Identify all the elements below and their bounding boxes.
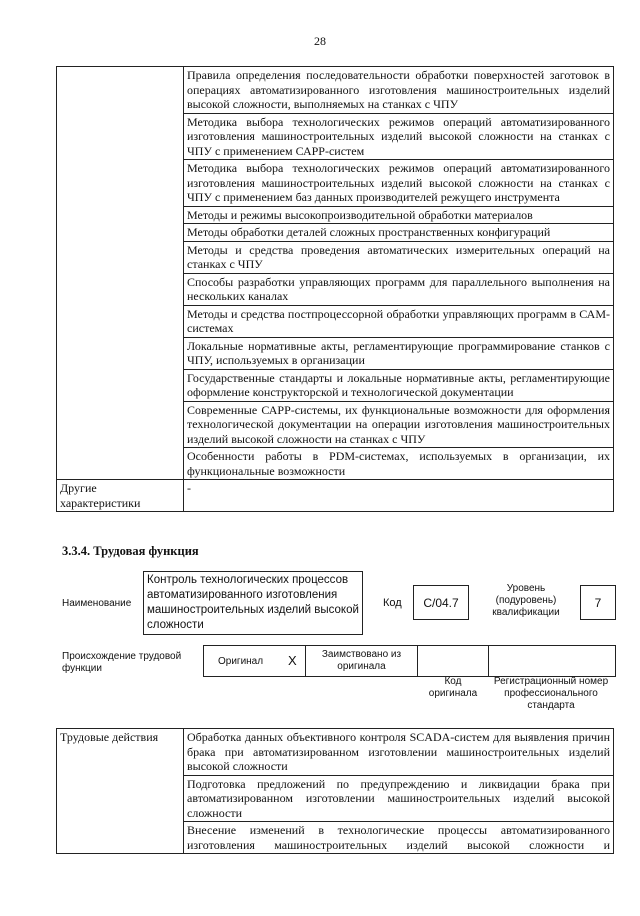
name-label: Наименование <box>62 598 132 609</box>
registration-caption: Регистрационный номер профессионального стандарта <box>493 676 609 711</box>
knowledge-item: Методы и средства постпроцессорной обработки управляющих программ в САМ-системах <box>184 305 614 337</box>
knowledge-item: Государственные стандарты и локальные нормативные акты, регламентирующие оформление конструкторской и технологической документации <box>184 369 614 401</box>
knowledge-item: Методы и режимы высокопроизводительной обработки материалов <box>184 206 614 224</box>
original-label: Оригинал <box>218 656 264 667</box>
knowledge-item: Методы обработки деталей сложных пространственных конфигураций <box>184 224 614 242</box>
name-box <box>143 571 363 635</box>
level-value: 7 <box>580 585 616 620</box>
original-box <box>203 645 306 677</box>
original-code-box <box>417 645 489 677</box>
knowledge-item: Локальные нормативные акты, регламентирующие программирование станков с ЧПУ, используемых в организации <box>184 337 614 369</box>
labor-actions-label: Трудовые действия <box>57 729 184 854</box>
name-value: Контроль технологических процессов автоматизированного изготовления машиностроительных изделий высокой сложности <box>147 574 359 631</box>
labor-action-item: Подготовка предложений по предупреждению и ликвидации брака при автоматизированном изготовлении машиностроительных изделий высокой сложности <box>184 775 614 822</box>
page-number: 28 <box>314 34 326 48</box>
original-mark: X <box>288 653 297 668</box>
knowledge-item: Современные САРР-системы, их функциональные возможности для оформления технологической документации на операции изготовления машиностроительных изделий высокой сложности на станках с ЧПУ <box>184 401 614 448</box>
empty-label-cell <box>57 67 184 480</box>
code-value: C/04.7 <box>413 585 469 620</box>
knowledge-item: Особенности работы в PDM-системах, используемых в организации, их функциональные возможности <box>184 448 614 480</box>
knowledge-item: Методика выбора технологических режимов операций автоматизированного изготовления машиностроительных изделий высокой сложности на станках с ЧПУ с применением баз данных производителей режущего инструмента <box>184 160 614 207</box>
other-characteristics-label: Другие характеристики <box>57 480 184 512</box>
knowledge-table <box>56 66 614 512</box>
labor-action-item: Внесение изменений в технологические процессы автоматизированного изготовления машиностроительных изделий высокой сложности и <box>184 822 614 854</box>
origin-label: Происхождение трудовой функции <box>62 651 182 674</box>
borrowed-label: Заимствовано из оригинала <box>321 649 402 672</box>
borrowed-box <box>305 645 418 677</box>
knowledge-item: Способы разработки управляющих программ для параллельного выполнения на нескольких каналах <box>184 273 614 305</box>
knowledge-item: Методика выбора технологических режимов операций автоматизированного изготовления машиностроительных изделий высокой сложности на станках с ЧПУ с применением САРР-систем <box>184 113 614 160</box>
code-label: Код <box>383 597 402 609</box>
registration-number-box <box>488 645 616 677</box>
code-caption: Код оригинала <box>428 676 478 699</box>
knowledge-item: Методы и средства проведения автоматических измерительных операций на станках с ЧПУ <box>184 241 614 273</box>
knowledge-item: Правила определения последовательности обработки поверхностей заготовок в операциях автоматизированного изготовления машиностроительных изделий высокой сложности, выполняемых на станках с ЧПУ <box>184 67 614 114</box>
labor-actions-table <box>56 728 614 854</box>
labor-action-item: Обработка данных объективного контроля SCADA-систем для выявления причин брака при автоматизированном изготовлении машиностроительных изделий высокой сложности <box>184 729 614 776</box>
other-characteristics-value: - <box>184 480 614 512</box>
level-label: Уровень (подуровень) квалификации <box>492 583 560 618</box>
section-title: 3.3.4. Трудовая функция <box>62 544 199 558</box>
